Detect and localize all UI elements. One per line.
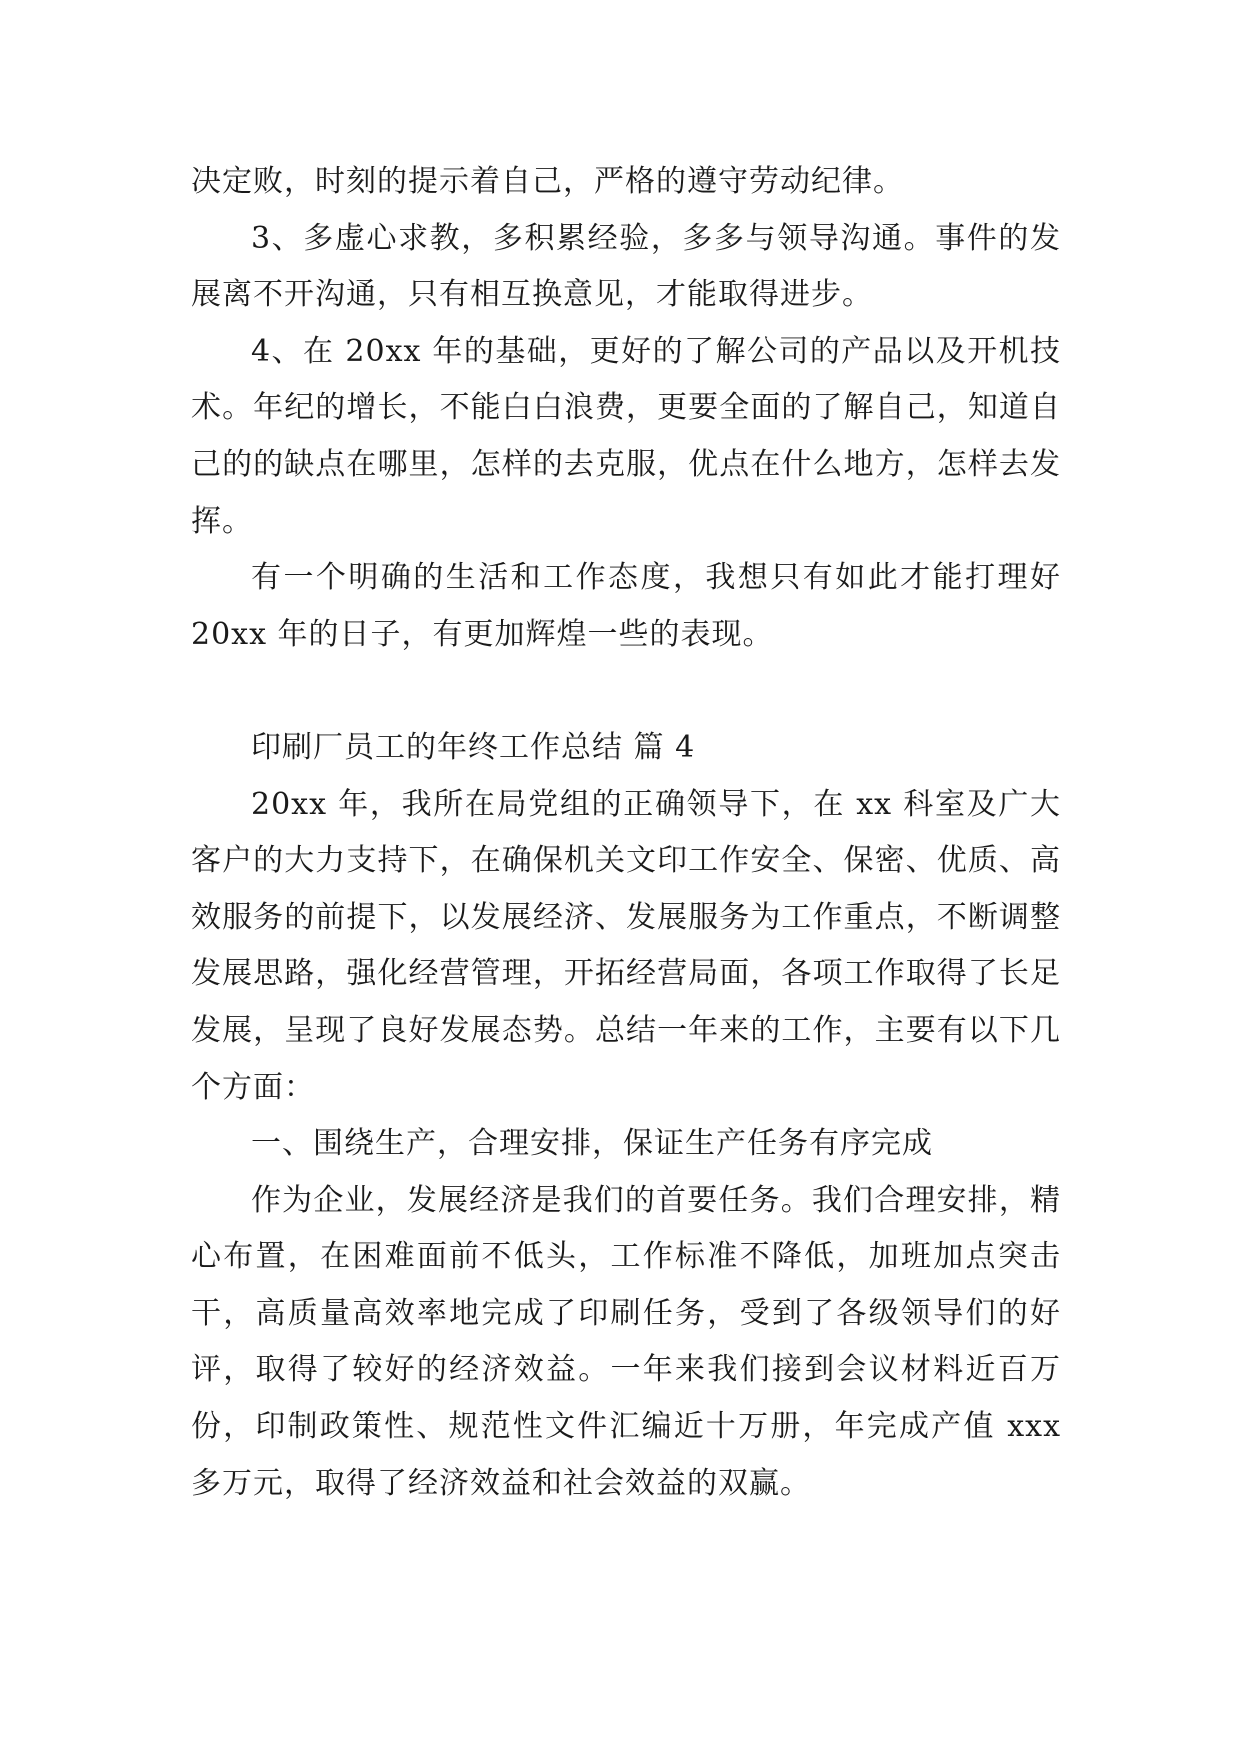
paragraph-intro: 20xx 年，我所在局党组的正确领导下，在 xx 科室及广大客户的大力支持下，在确保机关文印工作安全、保密、优质、高效服务的前提下，以发展经济、发展服务为工作重点，不断调整发展思路，强化经营管理，开拓经营局面，各项工作取得了长足发展，呈现了良好发展态势。总结一年来的工作，主要有以下几个方面： [191,786,1061,1105]
subheading-one: 一、围绕生产，合理安排，保证生产任务有序完成 [251,1126,933,1162]
paragraph-item-4: 4、在 20xx 年的基础，更好的了解公司的产品以及开机技术。年纪的增长，不能白白浪费，更要全面的了解自己，知道自己的的缺点在哪里，怎样的去克服，优点在什么地方，怎样去发挥。 [191,333,1061,539]
paragraph-production: 作为企业，发展经济是我们的首要任务。我们合理安排，精心布置，在困难面前不低头，工作标准不降低，加班加点突击干，高质量高效率地完成了印刷任务，受到了各级领导们的好评，取得了较好的经济效益。一年来我们接到会议材料近百万份，印制政策性、规范性文件汇编近十万册，年完成产值 xxx 多万元，取得了经济效益和社会效益的双赢。 [191,1182,1061,1501]
paragraph-continuation: 决定败，时刻的提示着自己，严格的遵守劳动纪律。 [191,164,904,199]
document-body [191,154,1061,1512]
section-heading: 印刷厂员工的年终工作总结 篇 4 [251,729,696,765]
paragraph-item-3: 3、多虚心求教，多积累经验，多多与领导沟通。事件的发展离不开沟通，只有相互换意见，才能取得进步。 [191,220,1061,313]
paragraph-conclusion: 有一个明确的生活和工作态度，我想只有如此才能打理好 20xx 年的日子，有更加辉煌一些的表现。 [191,560,1061,652]
